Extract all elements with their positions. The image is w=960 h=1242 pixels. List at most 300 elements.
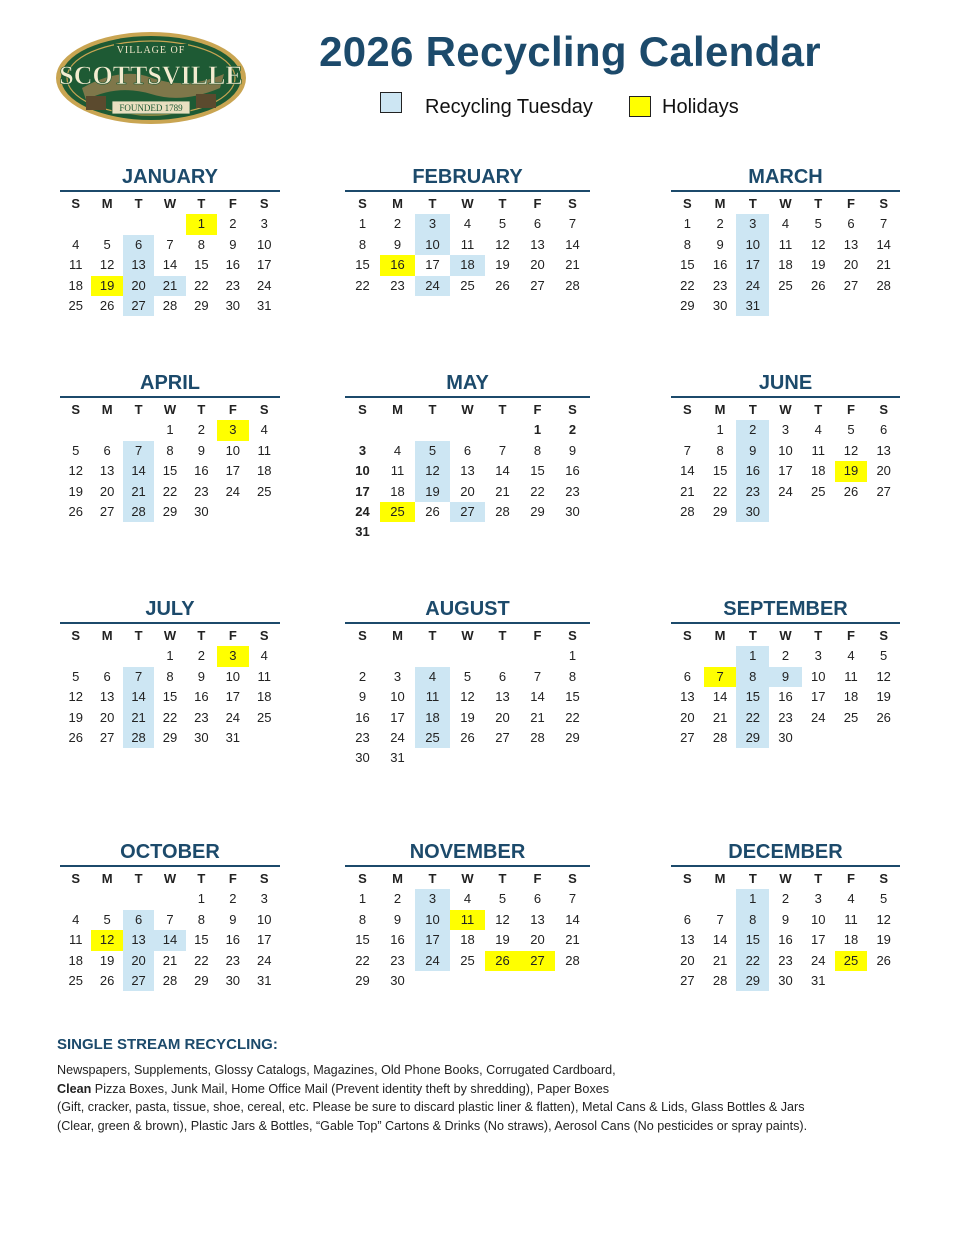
weekday-header-row xyxy=(60,194,280,214)
logo-founded: FOUNDED 1789 xyxy=(119,103,183,113)
empty-day-cell xyxy=(555,522,590,542)
day-cell: 5 xyxy=(72,442,80,458)
weekday-header: M xyxy=(714,628,726,643)
week-row xyxy=(60,441,280,461)
day-cell: 4 xyxy=(814,422,822,438)
day-cell: 28 xyxy=(712,729,728,745)
week-row xyxy=(60,728,280,748)
day-cell: 25 xyxy=(778,277,793,293)
weekday-header: T xyxy=(197,196,206,211)
week-row xyxy=(345,420,590,440)
empty-day-cell xyxy=(520,748,555,768)
recycling-day-cell: 10 xyxy=(415,910,450,930)
day-cell: 2 xyxy=(197,648,206,664)
empty-day-cell xyxy=(380,522,415,542)
day-cell: 4 xyxy=(72,236,80,252)
day-cell: 18 xyxy=(843,689,859,705)
month-divider xyxy=(60,190,280,192)
weekday-header: S xyxy=(358,196,367,211)
empty-day-cell xyxy=(345,420,380,440)
day-cell: 26 xyxy=(811,277,826,293)
day-cell: 16 xyxy=(778,932,793,948)
week-row xyxy=(345,235,590,255)
day-cell: 14 xyxy=(530,689,545,705)
week-row xyxy=(671,214,900,234)
day-cell: 29 xyxy=(162,503,178,519)
month-may xyxy=(345,366,590,543)
weekday-header: S xyxy=(879,628,888,643)
day-cell: 11 xyxy=(844,668,858,684)
weekday-header: F xyxy=(228,402,237,417)
holiday-day-cell: 19 xyxy=(91,276,122,296)
day-cell: 1 xyxy=(166,648,174,664)
holiday-day-cell: 3 xyxy=(217,420,248,440)
day-cell: 11 xyxy=(811,442,825,458)
day-cell: 10 xyxy=(811,668,826,684)
weekday-header: M xyxy=(392,196,403,211)
day-cell: 18 xyxy=(460,932,475,948)
day-cell: 15 xyxy=(355,257,370,273)
recycling-day-cell: 6 xyxy=(123,910,154,930)
recycling-day-cell: 19 xyxy=(415,482,450,502)
weekday-header: S xyxy=(71,196,81,211)
day-cell: 31 xyxy=(811,972,826,988)
weekday-header: M xyxy=(101,402,113,417)
day-cell: 1 xyxy=(533,422,542,438)
weekday-header-row xyxy=(671,626,900,646)
logo-name: SCOTTSVILLE xyxy=(59,61,243,90)
week-row xyxy=(671,728,900,748)
weekday-header: W xyxy=(779,628,792,643)
day-cell: 21 xyxy=(876,257,891,273)
day-cell: 18 xyxy=(68,952,83,968)
month-divider xyxy=(671,396,900,398)
month-divider xyxy=(60,622,280,624)
day-cell: 24 xyxy=(811,952,826,968)
weekday-header: T xyxy=(748,871,757,886)
day-cell: 28 xyxy=(495,503,510,519)
recycling-day-cell: 31 xyxy=(736,296,769,316)
day-cell: 20 xyxy=(680,952,695,968)
weekday-header: S xyxy=(71,628,81,643)
day-cell: 24 xyxy=(778,483,793,499)
day-cell: 31 xyxy=(225,729,241,745)
day-cell: 11 xyxy=(68,932,83,948)
weekday-header-row xyxy=(671,400,900,420)
day-cell: 10 xyxy=(778,442,793,458)
week-row xyxy=(60,951,280,971)
day-cell: 23 xyxy=(565,483,580,499)
day-cell: 23 xyxy=(194,483,209,499)
day-cell: 15 xyxy=(355,932,370,948)
weekday-header-row xyxy=(345,400,590,420)
day-cell: 4 xyxy=(393,442,402,458)
day-cell: 13 xyxy=(99,463,115,479)
day-cell: 5 xyxy=(847,422,855,438)
day-cell: 17 xyxy=(225,463,241,479)
weekday-header: S xyxy=(879,871,888,886)
day-cell: 14 xyxy=(565,911,580,927)
weekday-header: W xyxy=(461,196,474,211)
day-cell: 1 xyxy=(358,216,367,232)
day-cell: 9 xyxy=(229,236,237,252)
month-february xyxy=(345,160,590,296)
day-cell: 6 xyxy=(847,216,855,232)
day-cell: 1 xyxy=(716,422,724,438)
recycling-day-cell: 15 xyxy=(736,687,769,707)
day-cell: 28 xyxy=(712,972,728,988)
weekday-header: F xyxy=(846,871,855,886)
weekday-header: T xyxy=(814,628,823,643)
info-heading: SINGLE STREAM RECYCLING: xyxy=(57,1036,278,1053)
day-cell: 9 xyxy=(197,442,206,458)
day-cell: 26 xyxy=(843,483,859,499)
week-row xyxy=(60,910,280,930)
day-cell: 4 xyxy=(781,216,790,232)
week-row xyxy=(671,235,900,255)
day-cell: 6 xyxy=(498,668,507,684)
weekday-header: S xyxy=(879,196,888,211)
day-cell: 23 xyxy=(225,952,241,968)
day-cell: 2 xyxy=(393,216,402,232)
day-cell: 19 xyxy=(495,257,510,273)
holiday-day-cell: 1 xyxy=(186,214,217,234)
day-cell: 11 xyxy=(778,236,793,252)
recycling-day-cell: 5 xyxy=(415,441,450,461)
day-cell: 12 xyxy=(68,689,83,705)
recycling-day-cell: 21 xyxy=(123,482,154,502)
empty-day-cell xyxy=(520,522,555,542)
day-cell: 11 xyxy=(257,442,271,458)
day-cell: 5 xyxy=(498,891,507,907)
day-cell: 14 xyxy=(712,932,728,948)
weekday-header: S xyxy=(259,871,269,886)
day-cell: 14 xyxy=(565,236,580,252)
day-cell: 17 xyxy=(811,689,826,705)
day-cell: 7 xyxy=(166,236,174,252)
weekday-header: F xyxy=(228,871,237,886)
day-cell: 18 xyxy=(778,257,793,273)
day-cell: 20 xyxy=(876,463,891,479)
day-cell: 15 xyxy=(530,463,545,479)
weekday-header: T xyxy=(134,628,143,643)
weekday-header: S xyxy=(358,628,367,643)
month-divider xyxy=(345,396,590,398)
empty-day-cell xyxy=(867,502,900,522)
day-cell: 21 xyxy=(565,257,580,273)
holiday-day-cell: 25 xyxy=(835,951,868,971)
empty-day-cell xyxy=(450,522,485,542)
day-cell: 23 xyxy=(225,277,241,293)
month-title: NOVEMBER xyxy=(409,841,526,863)
recycling-day-cell: 23 xyxy=(736,482,769,502)
day-cell: 28 xyxy=(680,503,695,519)
day-cell: 21 xyxy=(530,709,545,725)
day-cell: 28 xyxy=(565,952,580,968)
week-row xyxy=(60,971,280,991)
week-row xyxy=(345,482,590,502)
day-cell: 6 xyxy=(103,668,111,684)
weekday-header: T xyxy=(748,402,757,417)
day-cell: 20 xyxy=(460,483,475,499)
day-cell: 8 xyxy=(683,236,691,252)
day-cell: 12 xyxy=(495,911,510,927)
weekday-header: M xyxy=(392,871,403,886)
recycling-day-cell: 14 xyxy=(123,687,154,707)
legend-holiday-swatch xyxy=(629,96,651,117)
day-cell: 31 xyxy=(355,524,370,540)
recycling-day-cell: 20 xyxy=(123,951,154,971)
day-cell: 8 xyxy=(533,442,542,458)
recycling-day-cell: 18 xyxy=(450,255,485,275)
day-cell: 6 xyxy=(880,422,888,438)
weekday-header: S xyxy=(568,196,577,211)
week-row xyxy=(60,235,280,255)
empty-day-cell xyxy=(415,971,450,991)
week-row xyxy=(671,482,900,502)
weekday-header-row xyxy=(60,869,280,889)
day-cell: 30 xyxy=(225,972,241,988)
weekday-header: T xyxy=(134,871,143,886)
weekday-header: W xyxy=(461,871,474,886)
month-title: MARCH xyxy=(748,166,823,188)
day-cell: 25 xyxy=(460,952,475,968)
empty-day-cell xyxy=(60,214,91,234)
week-row xyxy=(60,482,280,502)
day-cell: 13 xyxy=(495,689,510,705)
empty-day-cell xyxy=(60,646,91,666)
day-cell: 12 xyxy=(843,442,859,458)
weekday-header-row xyxy=(345,194,590,214)
day-cell: 5 xyxy=(103,236,111,252)
holiday-day-cell: 11 xyxy=(450,910,485,930)
empty-day-cell xyxy=(485,971,520,991)
day-cell: 10 xyxy=(257,236,272,252)
weekday-header: S xyxy=(259,196,269,211)
day-cell: 13 xyxy=(876,442,891,458)
day-cell: 2 xyxy=(229,216,237,232)
week-row xyxy=(671,910,900,930)
weekday-header: T xyxy=(134,402,143,417)
month-november xyxy=(345,835,590,991)
day-cell: 6 xyxy=(463,442,472,458)
weekday-header: F xyxy=(846,628,855,643)
day-cell: 14 xyxy=(680,463,695,479)
day-cell: 16 xyxy=(778,689,793,705)
day-cell: 27 xyxy=(99,503,115,519)
day-cell: 30 xyxy=(565,503,580,519)
week-row xyxy=(671,255,900,275)
recycling-day-cell: 11 xyxy=(415,687,450,707)
day-cell: 17 xyxy=(257,257,272,273)
day-cell: 25 xyxy=(257,709,272,725)
legend-holiday-label: Holidays xyxy=(662,96,739,118)
day-cell: 2 xyxy=(781,891,790,907)
week-row xyxy=(671,461,900,481)
week-row xyxy=(60,502,280,522)
day-cell: 22 xyxy=(162,709,178,725)
day-cell: 28 xyxy=(162,972,178,988)
day-cell: 13 xyxy=(680,689,695,705)
weekday-header: F xyxy=(846,196,855,211)
month-title: SEPTEMBER xyxy=(723,598,848,620)
empty-day-cell xyxy=(520,646,555,666)
day-cell: 2 xyxy=(393,891,402,907)
recycling-day-cell: 24 xyxy=(415,951,450,971)
day-cell: 24 xyxy=(390,729,405,745)
weekday-header: W xyxy=(163,402,177,417)
weekday-header: F xyxy=(846,402,855,417)
weekday-header: F xyxy=(533,196,542,211)
week-row xyxy=(345,748,590,768)
weekday-header: S xyxy=(259,402,269,417)
legend-recycling-label: Recycling Tuesday xyxy=(425,96,593,118)
recycling-day-cell: 29 xyxy=(736,728,769,748)
empty-day-cell xyxy=(769,502,802,522)
day-cell: 17 xyxy=(355,483,370,499)
day-cell: 22 xyxy=(355,277,370,293)
day-cell: 20 xyxy=(99,709,115,725)
day-cell: 17 xyxy=(811,932,826,948)
day-cell: 26 xyxy=(460,729,475,745)
month-title: OCTOBER xyxy=(120,841,220,863)
day-cell: 18 xyxy=(257,463,272,479)
day-cell: 22 xyxy=(162,483,178,499)
empty-day-cell xyxy=(415,420,450,440)
day-cell: 29 xyxy=(712,503,728,519)
day-cell: 25 xyxy=(460,277,475,293)
day-cell: 16 xyxy=(712,257,728,273)
day-cell: 19 xyxy=(68,709,83,725)
weekday-header: M xyxy=(101,628,113,643)
day-cell: 31 xyxy=(257,972,272,988)
day-cell: 17 xyxy=(425,257,440,273)
week-row xyxy=(345,461,590,481)
day-cell: 30 xyxy=(390,972,405,988)
day-cell: 1 xyxy=(166,422,174,438)
day-cell: 2 xyxy=(358,668,367,684)
weekday-header: W xyxy=(461,402,474,417)
day-cell: 12 xyxy=(99,257,115,273)
day-cell: 12 xyxy=(876,911,891,927)
empty-day-cell xyxy=(671,646,704,666)
day-cell: 28 xyxy=(530,729,545,745)
week-row xyxy=(671,930,900,950)
day-cell: 24 xyxy=(811,709,826,725)
day-cell: 26 xyxy=(99,972,115,988)
weekday-header: T xyxy=(814,402,823,417)
recycling-info xyxy=(57,1036,917,1135)
weekday-header: W xyxy=(163,628,177,643)
day-cell: 7 xyxy=(568,891,577,907)
day-cell: 27 xyxy=(99,729,115,745)
day-cell: 13 xyxy=(530,911,545,927)
weekday-header-row xyxy=(345,626,590,646)
day-cell: 13 xyxy=(460,463,475,479)
weekday-header: F xyxy=(533,628,542,643)
weekday-header: T xyxy=(134,196,143,211)
day-cell: 16 xyxy=(194,463,209,479)
day-cell: 20 xyxy=(495,709,510,725)
day-cell: 4 xyxy=(463,216,472,232)
recycling-day-cell: 9 xyxy=(736,441,769,461)
weekday-header: W xyxy=(779,871,792,886)
month-divider xyxy=(60,865,280,867)
day-cell: 22 xyxy=(680,277,695,293)
day-cell: 20 xyxy=(530,932,545,948)
week-row xyxy=(345,255,590,275)
month-october xyxy=(60,835,280,991)
week-row xyxy=(60,667,280,687)
day-cell: 22 xyxy=(355,952,370,968)
weekday-header: M xyxy=(392,402,403,417)
empty-day-cell xyxy=(485,646,520,666)
weekday-header: S xyxy=(568,628,577,643)
month-divider xyxy=(60,396,280,398)
day-cell: 14 xyxy=(712,689,728,705)
weekday-header-row xyxy=(345,869,590,889)
day-cell: 29 xyxy=(162,729,178,745)
empty-day-cell xyxy=(835,971,868,991)
empty-day-cell xyxy=(450,420,485,440)
day-cell: 10 xyxy=(225,668,241,684)
weekday-header: T xyxy=(428,196,437,211)
holiday-day-cell: 7 xyxy=(704,667,737,687)
week-row xyxy=(60,255,280,275)
day-cell: 26 xyxy=(425,503,440,519)
empty-day-cell xyxy=(415,748,450,768)
day-cell: 15 xyxy=(194,257,209,273)
weekday-header-row xyxy=(60,400,280,420)
empty-day-cell xyxy=(91,420,122,440)
day-cell: 8 xyxy=(166,442,174,458)
week-row xyxy=(60,214,280,234)
day-cell: 29 xyxy=(565,729,580,745)
weekday-header: S xyxy=(568,871,577,886)
empty-day-cell xyxy=(154,214,185,234)
day-cell: 4 xyxy=(260,648,268,664)
week-row xyxy=(671,441,900,461)
day-cell: 15 xyxy=(565,689,580,705)
day-cell: 29 xyxy=(680,297,695,313)
weekday-header: T xyxy=(748,196,757,211)
day-cell: 13 xyxy=(530,236,545,252)
day-cell: 24 xyxy=(225,709,241,725)
info-line-1: Newspapers, Supplements, Glossy Catalogs, Magazines, Old Phone Books, Corrugated Cardboard, xyxy=(57,1063,616,1077)
day-cell: 7 xyxy=(568,216,577,232)
day-cell: 4 xyxy=(847,648,855,664)
month-title: JUNE xyxy=(758,372,813,394)
empty-day-cell xyxy=(249,502,280,522)
day-cell: 21 xyxy=(565,932,580,948)
weekday-header-row xyxy=(671,194,900,214)
empty-day-cell xyxy=(415,522,450,542)
day-cell: 10 xyxy=(811,911,826,927)
weekday-header: T xyxy=(498,628,507,643)
day-cell: 4 xyxy=(260,422,268,438)
weekday-header: S xyxy=(683,871,692,886)
day-cell: 23 xyxy=(778,952,793,968)
week-row xyxy=(345,646,590,666)
week-row xyxy=(671,420,900,440)
day-cell: 11 xyxy=(68,257,83,273)
month-august xyxy=(345,592,590,769)
weekday-header: T xyxy=(197,628,206,643)
day-cell: 13 xyxy=(99,689,115,705)
recycling-day-cell: 1 xyxy=(736,889,769,909)
day-cell: 23 xyxy=(712,277,728,293)
empty-day-cell xyxy=(867,971,900,991)
